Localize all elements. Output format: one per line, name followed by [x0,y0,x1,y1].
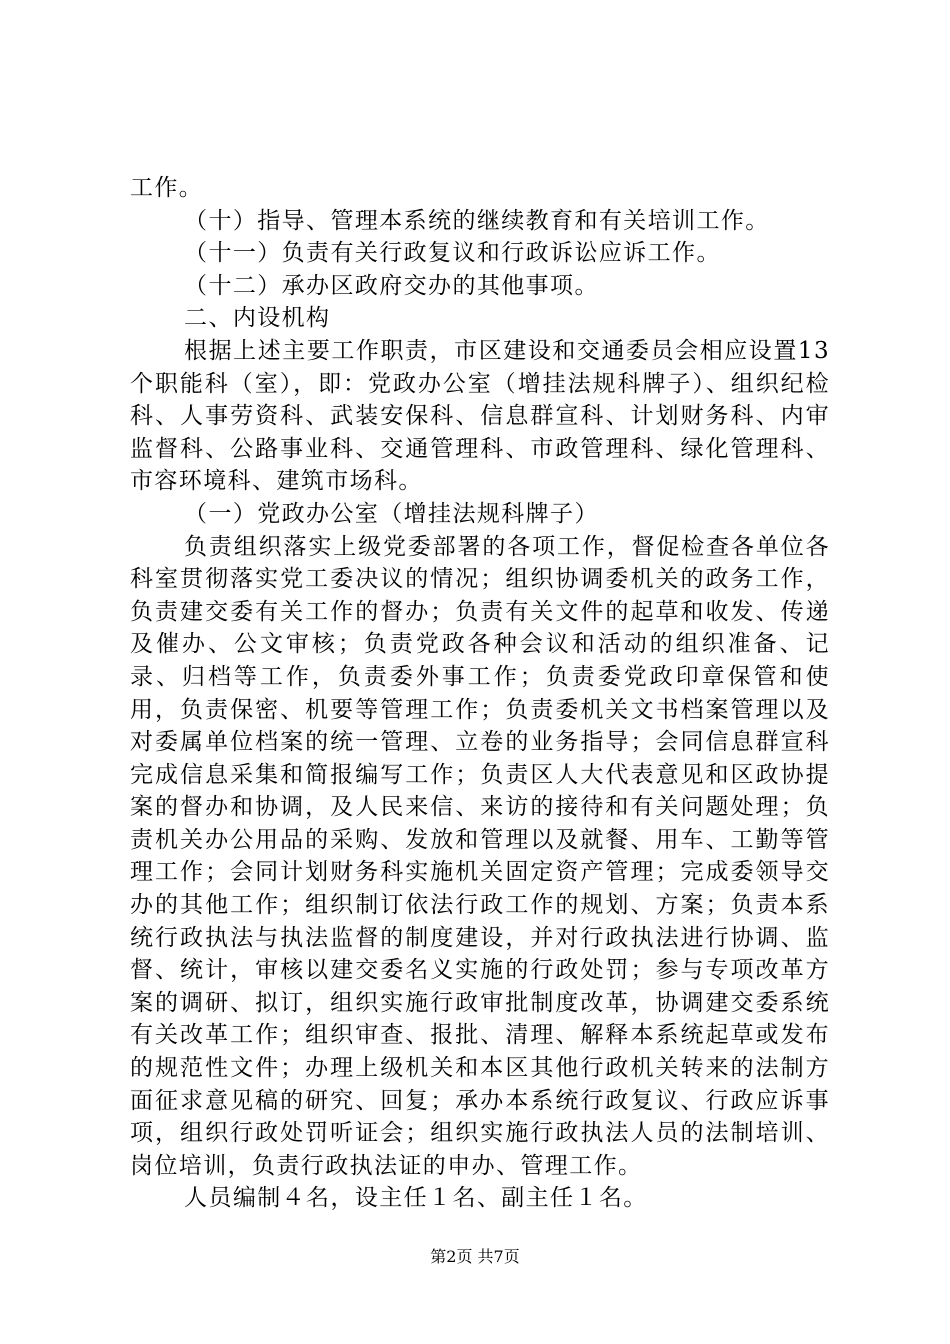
paragraph-item-12: （十二）承办区政府交办的其他事项。 [184,272,599,299]
paragraph-item-10: （十）指导、管理本系统的继续教育和有关培训工作。 [184,207,770,234]
paragraph-staffing: 人员编制４名，设主任１名、副主任１名。 [184,1185,648,1212]
page-number-footer: 第2页 共7页 [430,1247,520,1266]
paragraph-continuation: 工作。 [130,175,204,201]
paragraph-structure-overview: 根据上述主要工作职责，市区建设和交通委员会相应设置13个职能科（室），即：党政办公室（增挂法规科牌子）、组织纪检科、人事劳资科、武装安保科、信息群宣科、计划财务科、内审监督科、公路事业科、交通管理科、市政管理科、绿化管理科、市容环境科、建筑市场科。 [130,337,830,495]
section-heading-internal-structure: 二、内设机构 [184,305,331,332]
subsection-heading-party-office: （一）党政办公室（增挂法规科牌子） [184,500,599,527]
document-body [130,172,830,1215]
paragraph-party-office-duties: 负责组织落实上级党委部署的各项工作，督促检查各单位各科室贯彻落实党工委决议的情况；组织协调委机关的政务工作，负责建交委有关工作的督办；负责有关文件的起草和收发、传递及催办、公文审核；负责党政各种会议和活动的组织准备、记录、归档等工作，负责委外事工作；负责委党政印章保管和使用，负责保密、机要等管理工作；负责委机关文书档案管理以及对委属单位档案的统一管理、立卷的业务指导；会同信息群宣科完成信息采集和简报编写工作；负责区人大代表意见和区政协提案的督办和协调，及人民来信、来访的接待和有关问题处理；负责机关办公用品的采购、发放和管理以及就餐、用车、工勤等管理工作；会同计划财务科实施机关固定资产管理；完成委领导交办的其他工作；组织制订依法行政工作的规划、方案；负责本系统行政执法与执法监督的制度建设，并对行政执法进行协调、监督、统计，审核以建交委名义实施的行政处罚；参与专项改革方案的调研、拟订，组织实施行政审批制度改革，协调建交委系统有关改革工作；组织审查、报批、清理、解释本系统起草或发布的规范性文件；办理上级机关和本区其他行政机关转来的法制方面征求意见稿的研究、回复；承办本系统行政复议、行政应诉事项，组织行政处罚听证会；组织实施行政执法人员的法制培训、岗位培训，负责行政执法证的申办、管理工作。 [130,533,830,1179]
paragraph-item-11: （十一）负责有关行政复议和行政诉讼应诉工作。 [184,240,721,267]
